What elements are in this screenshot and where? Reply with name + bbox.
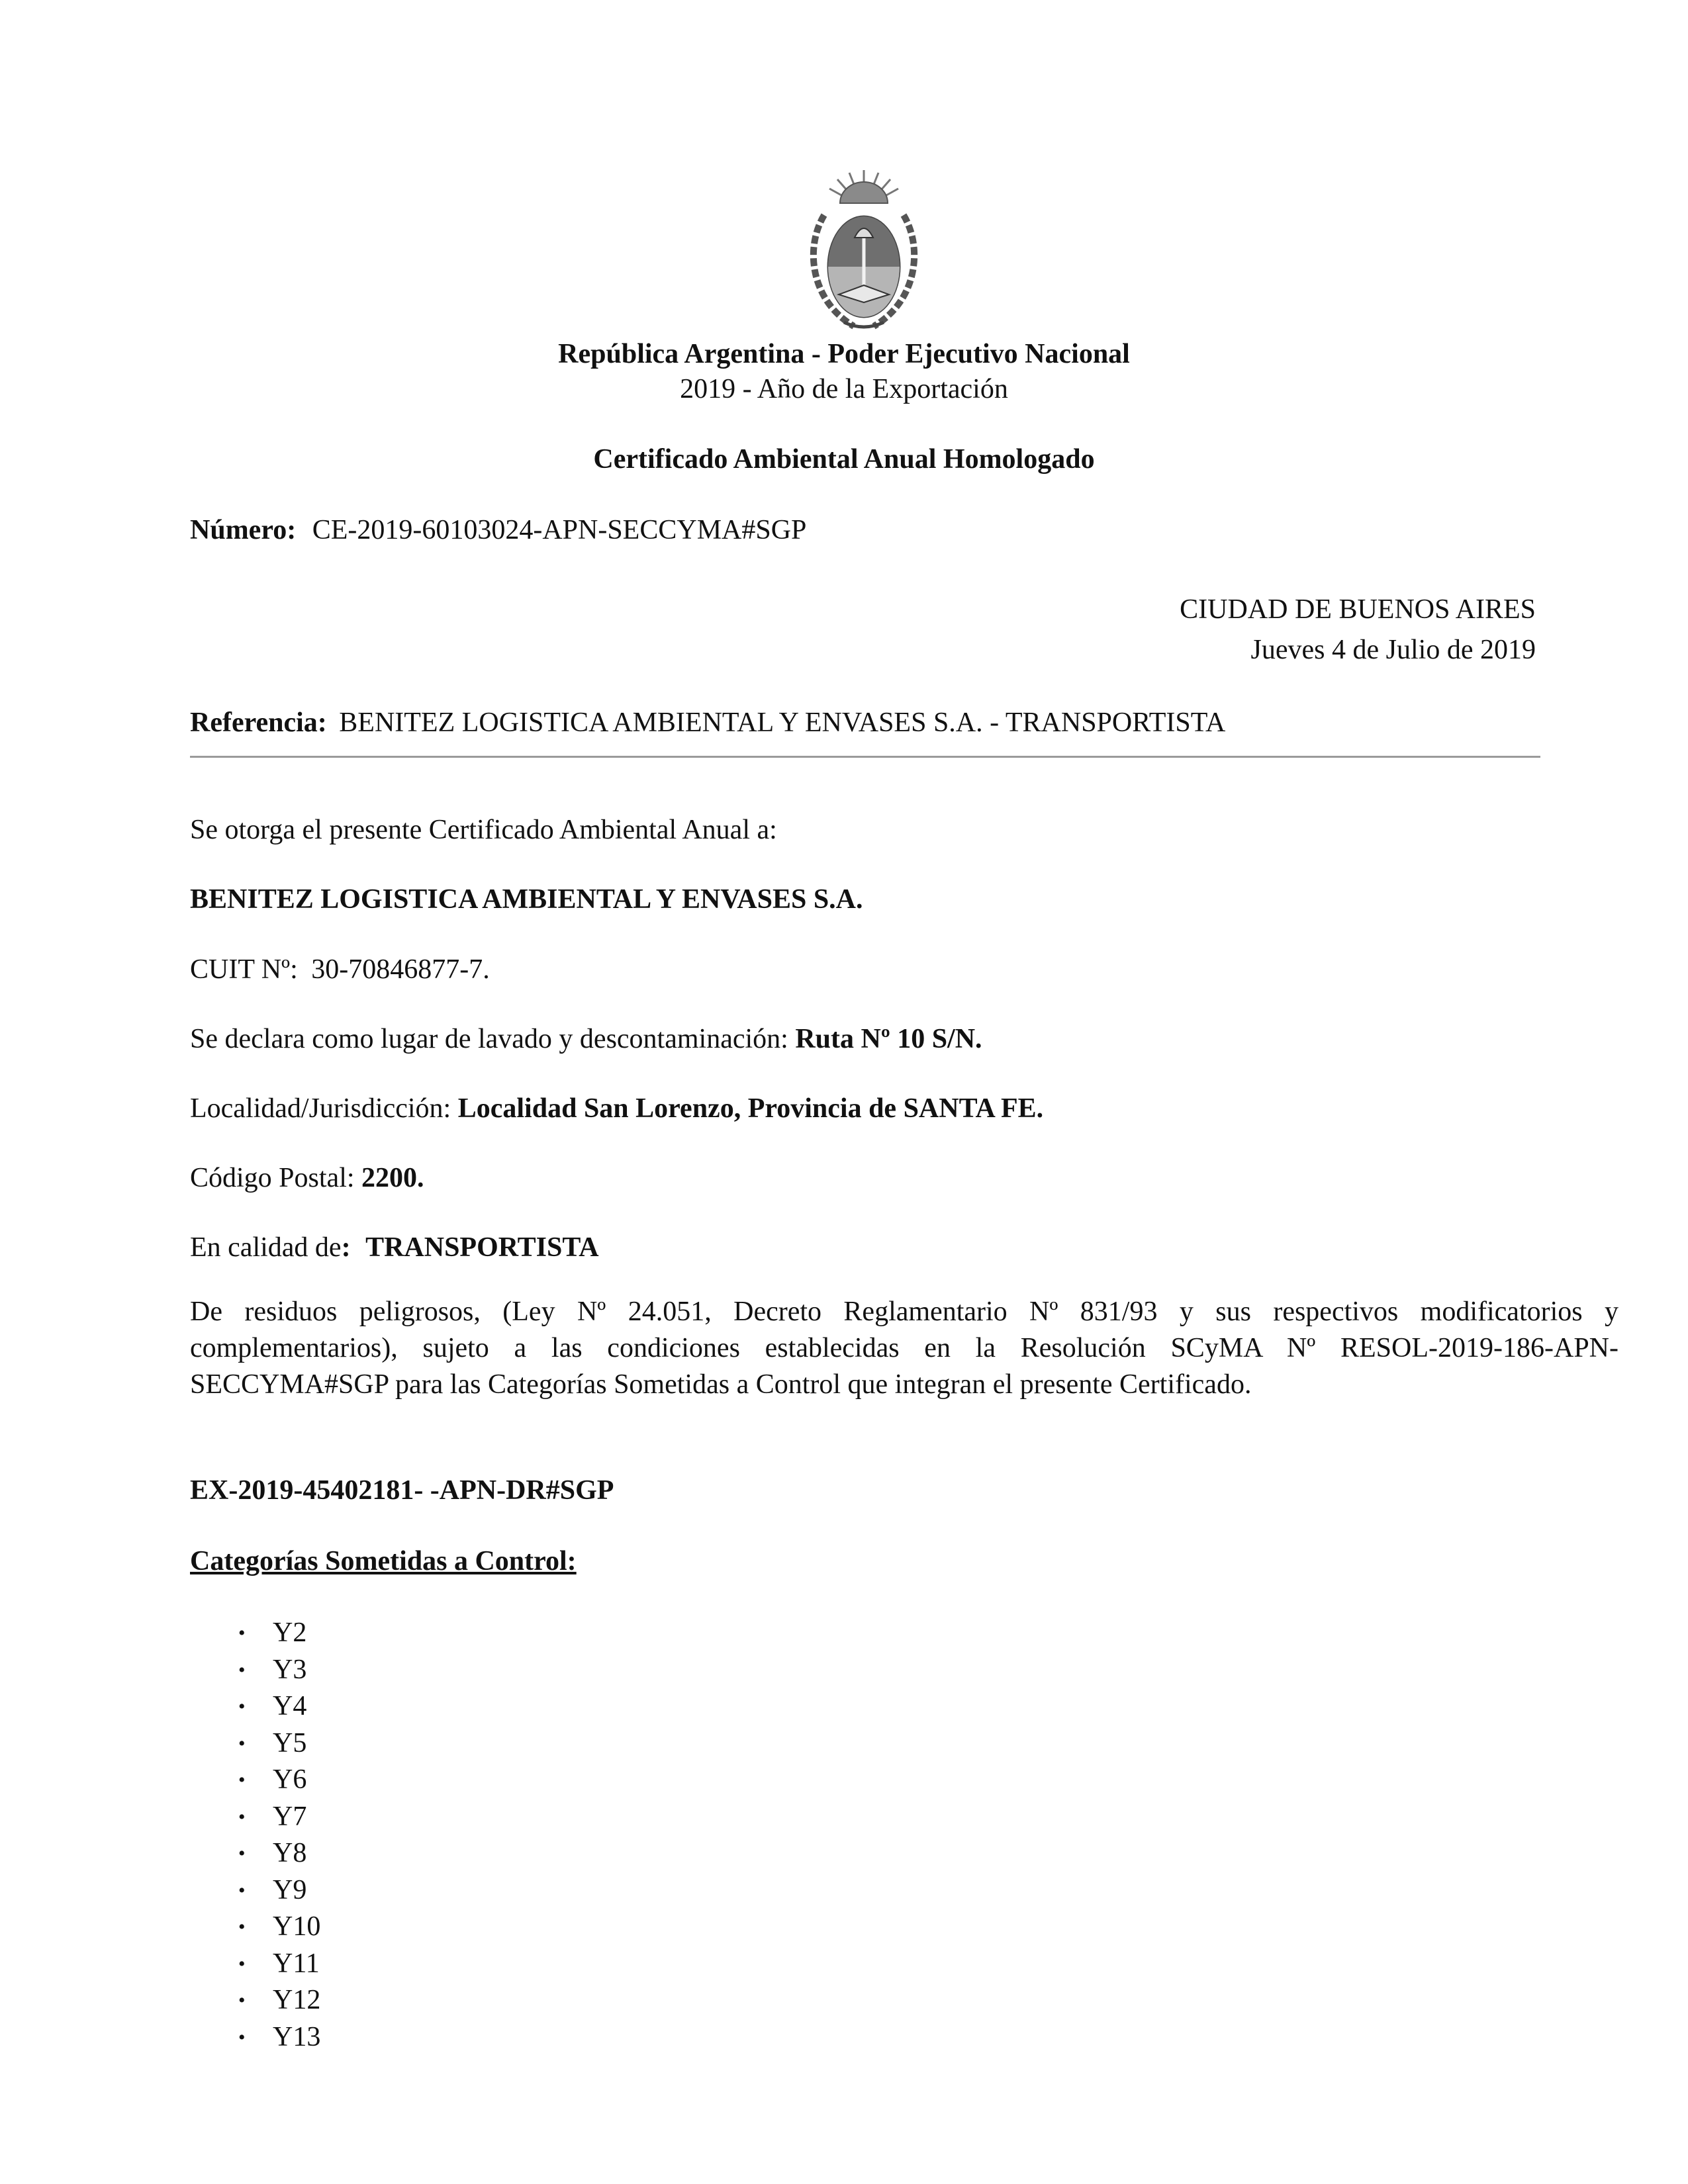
wash-location-value: Ruta Nº 10 S/N. [795, 1024, 982, 1054]
list-item [238, 1909, 320, 1946]
wash-location-label: Se declara como lugar de lavado y descontaminación: [190, 1024, 788, 1054]
role-line [190, 1231, 599, 1264]
role-colon: : [341, 1232, 351, 1263]
cuit-line [190, 953, 490, 986]
government-header: República Argentina - Poder Ejecutivo Nacional [558, 339, 1130, 369]
cuit-label: CUIT Nº: [190, 954, 298, 985]
issue-date: Jueves 4 de Julio de 2019 [1250, 635, 1536, 665]
list-item [238, 1652, 320, 1689]
postal-code-label: Código Postal: [190, 1163, 355, 1193]
category-code: Y2 [273, 1617, 307, 1648]
category-code: Y5 [273, 1727, 307, 1758]
legal-paragraph: De residuos peligrosos, (Ley Nº 24.051, Decreto Reglamentario Nº 831/93 y sus respectivos modificatorios y complementarios), sujeto a las condiciones establecidas en la Resolución SCyMA Nº RESOL-2019-186-APN-SECCYMA#SGP para las Categorías Sometidas a Control que integran el presente Certificado. [190, 1297, 1618, 1400]
bullet-icon: • [238, 1989, 246, 2011]
postal-code-value: 2200. [361, 1163, 424, 1193]
issue-city: CIUDAD DE BUENOS AIRES [1180, 594, 1536, 625]
list-item [238, 1946, 320, 1983]
list-item [238, 1725, 320, 1762]
bullet-icon: • [238, 1732, 246, 1754]
reference-label: Referencia: [190, 707, 327, 738]
role-value: TRANSPORTISTA [365, 1232, 599, 1263]
document-title: Certificado Ambiental Anual Homologado [593, 444, 1095, 475]
category-code: Y10 [273, 1911, 321, 1942]
list-item [238, 1982, 320, 2019]
document-number [190, 514, 806, 547]
category-code: Y7 [273, 1801, 307, 1832]
list-item [238, 2019, 320, 2056]
year-motto: 2019 - Año de la Exportación [680, 374, 1008, 404]
bullet-icon: • [238, 1952, 246, 1975]
category-code: Y8 [273, 1838, 307, 1868]
category-code: Y4 [273, 1691, 307, 1721]
category-code: Y13 [273, 2021, 321, 2052]
locality-value: Localidad San Lorenzo, Provincia de SANTA FE. [457, 1093, 1044, 1124]
document-number-value: CE-2019-60103024-APN-SECCYMA#SGP [312, 515, 807, 545]
category-code: Y6 [273, 1764, 307, 1795]
bullet-icon: • [238, 1769, 246, 1791]
bullet-icon: • [238, 1659, 246, 1681]
list-item [238, 1688, 320, 1725]
categories-heading: Categorías Sometidas a Control: [190, 1546, 577, 1576]
bullet-icon: • [238, 1916, 246, 1938]
bullet-icon: • [238, 1622, 246, 1644]
reference [190, 706, 1225, 739]
expediente-number: EX-2019-45402181- -APN-DR#SGP [190, 1475, 614, 1506]
list-item [238, 1615, 320, 1652]
bullet-icon: • [238, 1805, 246, 1828]
bullet-icon: • [238, 1696, 246, 1717]
document-number-label: Número: [190, 515, 297, 545]
bullet-icon: • [238, 1843, 246, 1864]
company-name: BENITEZ LOGISTICA AMBIENTAL Y ENVASES S.A. [190, 884, 863, 915]
intro-text: Se otorga el presente Certificado Ambiental Anual a: [190, 815, 777, 845]
locality-label: Localidad/Jurisdicción: [190, 1093, 451, 1124]
list-item [238, 1872, 320, 1909]
category-code: Y12 [273, 1985, 321, 2015]
category-code: Y11 [273, 1948, 320, 1979]
wash-location-line [190, 1023, 982, 1056]
postal-code-line [190, 1161, 424, 1195]
bullet-icon: • [238, 1879, 246, 1901]
categories-list [238, 1615, 320, 2056]
bullet-icon: • [238, 2026, 246, 2048]
argentina-coat-of-arms-icon [798, 169, 930, 334]
list-item [238, 1762, 320, 1799]
locality-line [190, 1092, 1043, 1125]
list-item [238, 1835, 320, 1872]
category-code: Y3 [273, 1654, 307, 1685]
header-separator [190, 756, 1540, 758]
list-item [238, 1799, 320, 1836]
reference-value: BENITEZ LOGISTICA AMBIENTAL Y ENVASES S.A. - TRANSPORTISTA [339, 707, 1226, 738]
category-code: Y9 [273, 1874, 307, 1905]
cuit-value: 30-70846877-7. [311, 954, 490, 985]
role-label: En calidad de [190, 1232, 342, 1263]
